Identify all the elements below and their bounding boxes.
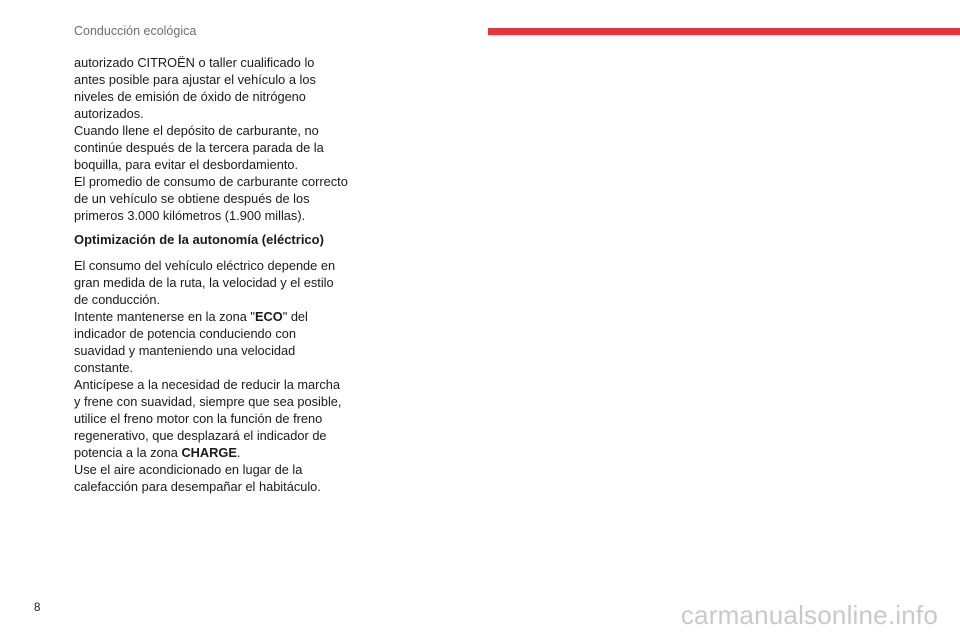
paragraph: Cuando llene el depósito de carburante, no continúe después de la tercera parada de la boquilla, para evitar el desbordamiento. — [74, 123, 324, 172]
paragraph — [74, 308, 349, 376]
accent-bar — [488, 28, 960, 35]
page-number: 8 — [34, 602, 41, 614]
watermark[interactable]: carmanualsonline.info — [680, 600, 938, 630]
section-title: Conducción ecológica — [74, 24, 197, 38]
eco-zone-label: ECO — [254, 309, 283, 324]
section-heading: Optimización de la autonomía (eléctrico) — [74, 232, 324, 247]
charge-zone-label: CHARGE — [181, 445, 237, 460]
text-run: Intente mantenerse en la zona " — [74, 309, 255, 324]
paragraph: El consumo del vehículo eléctrico depende en gran medida de la ruta, la velocidad y el estilo de conducción. — [74, 258, 336, 307]
text-run: Anticípese a la necesidad de reducir la marcha y frene con suavidad, siempre que sea posible, utilice el freno motor con la función de freno regenerativo, que desplazará el indicador de potencia a la zona — [74, 377, 342, 460]
paragraph: autorizado CITROËN o taller cualificado lo antes posible para ajustar el vehículo a los niveles de emisión de óxido de nitrógeno autorizados. — [74, 55, 316, 121]
main-text-column — [74, 54, 349, 495]
text-run: " del indicador de potencia conduciendo con suavidad y manteniendo una velocidad constante. — [74, 309, 308, 375]
text-run: . — [236, 445, 241, 460]
paragraph — [74, 376, 349, 461]
paragraph: Use el aire acondicionado en lugar de la calefacción para desempañar el habitáculo. — [74, 462, 321, 494]
paragraph: El promedio de consumo de carburante correcto de un vehículo se obtiene después de los primeros 3.000 kilómetros (1.900 millas). — [74, 174, 348, 223]
